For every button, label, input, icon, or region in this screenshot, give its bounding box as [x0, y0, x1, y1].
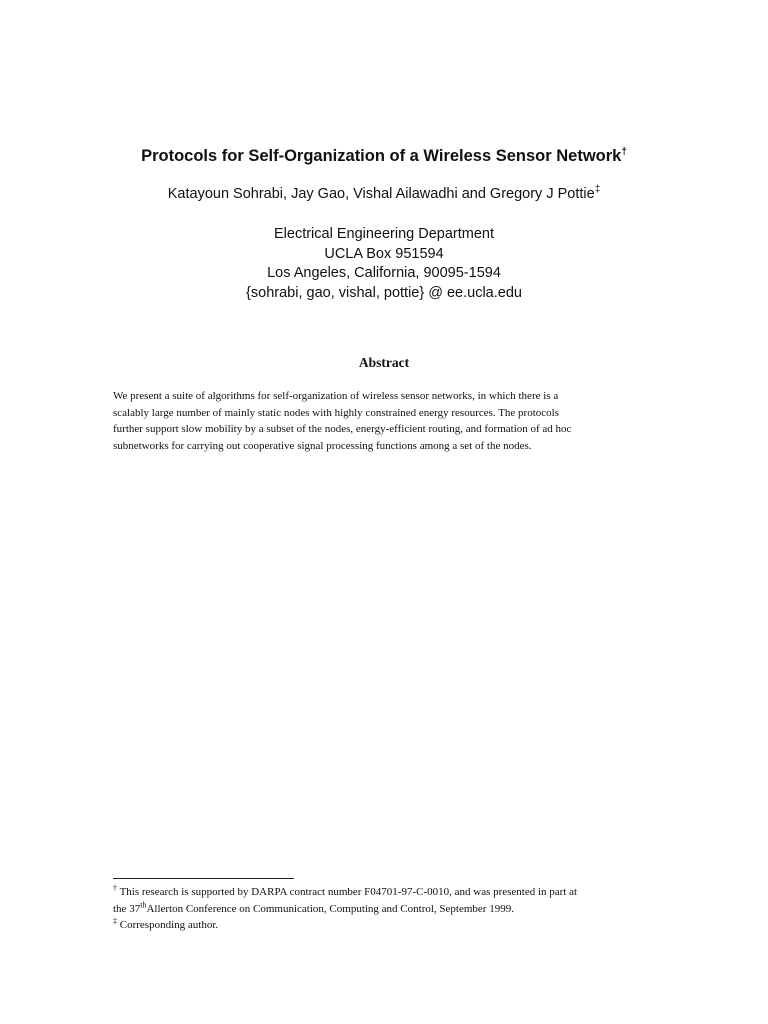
footnote-ddagger: [113, 917, 673, 934]
affiliation-department: Electrical Engineering Department: [273, 226, 495, 242]
authors-footnote-mark: ‡: [594, 184, 601, 196]
footnote-ddagger-text: Corresponding author.: [119, 919, 219, 931]
affiliation-email: {sohrabi, gao, vishal, pottie} @ ee.ucla.edu: [246, 284, 522, 301]
abstract-line: subnetworks for carrying out cooperative signal processing functions among a set of the nodes.: [113, 439, 532, 452]
ddagger-mark: ‡: [113, 916, 117, 926]
abstract-body: [113, 388, 653, 454]
abstract-line: scalably large number of mainly static nodes with highly constrained energy resources. The protocols: [113, 406, 559, 419]
footnote-dagger-continued: [113, 901, 673, 918]
affiliation-block: [0, 225, 768, 303]
dagger-mark: †: [113, 883, 117, 893]
affiliation-box: UCLA Box 951594: [324, 245, 444, 262]
paper-title: [0, 147, 768, 166]
title-text: Protocols for Self-Organization of a Wireless Sensor Network: [141, 147, 622, 165]
abstract-line: We present a suite of algorithms for self-organization of wireless sensor networks, in which there is a: [113, 390, 559, 402]
authors-text: Katayoun Sohrabi, Jay Gao, Vishal Ailawadhi and Gregory J Pottie: [167, 186, 595, 202]
footnote-line2-pre: the 37: [113, 902, 141, 915]
footnote-dagger: [113, 884, 673, 901]
footnote-divider: [113, 878, 294, 879]
footnote-dagger-text: This research is supported by DARPA contract number F04701-97-C-0010, and was presented in part at: [119, 886, 578, 898]
footnote-line2-post: Allerton Conference on Communication, Computing and Control, September 1999.: [146, 902, 514, 915]
abstract-line: further support slow mobility by a subset of the nodes, energy-efficient routing, and formation of ad hoc: [113, 423, 572, 435]
abstract-heading: Abstract: [358, 355, 410, 370]
affiliation-city: Los Angeles, California, 90095-1594: [267, 265, 501, 281]
title-footnote-mark: †: [621, 146, 627, 158]
ordinal-suffix: th: [140, 899, 147, 909]
footnotes: [113, 884, 673, 934]
author-list: [0, 186, 768, 202]
